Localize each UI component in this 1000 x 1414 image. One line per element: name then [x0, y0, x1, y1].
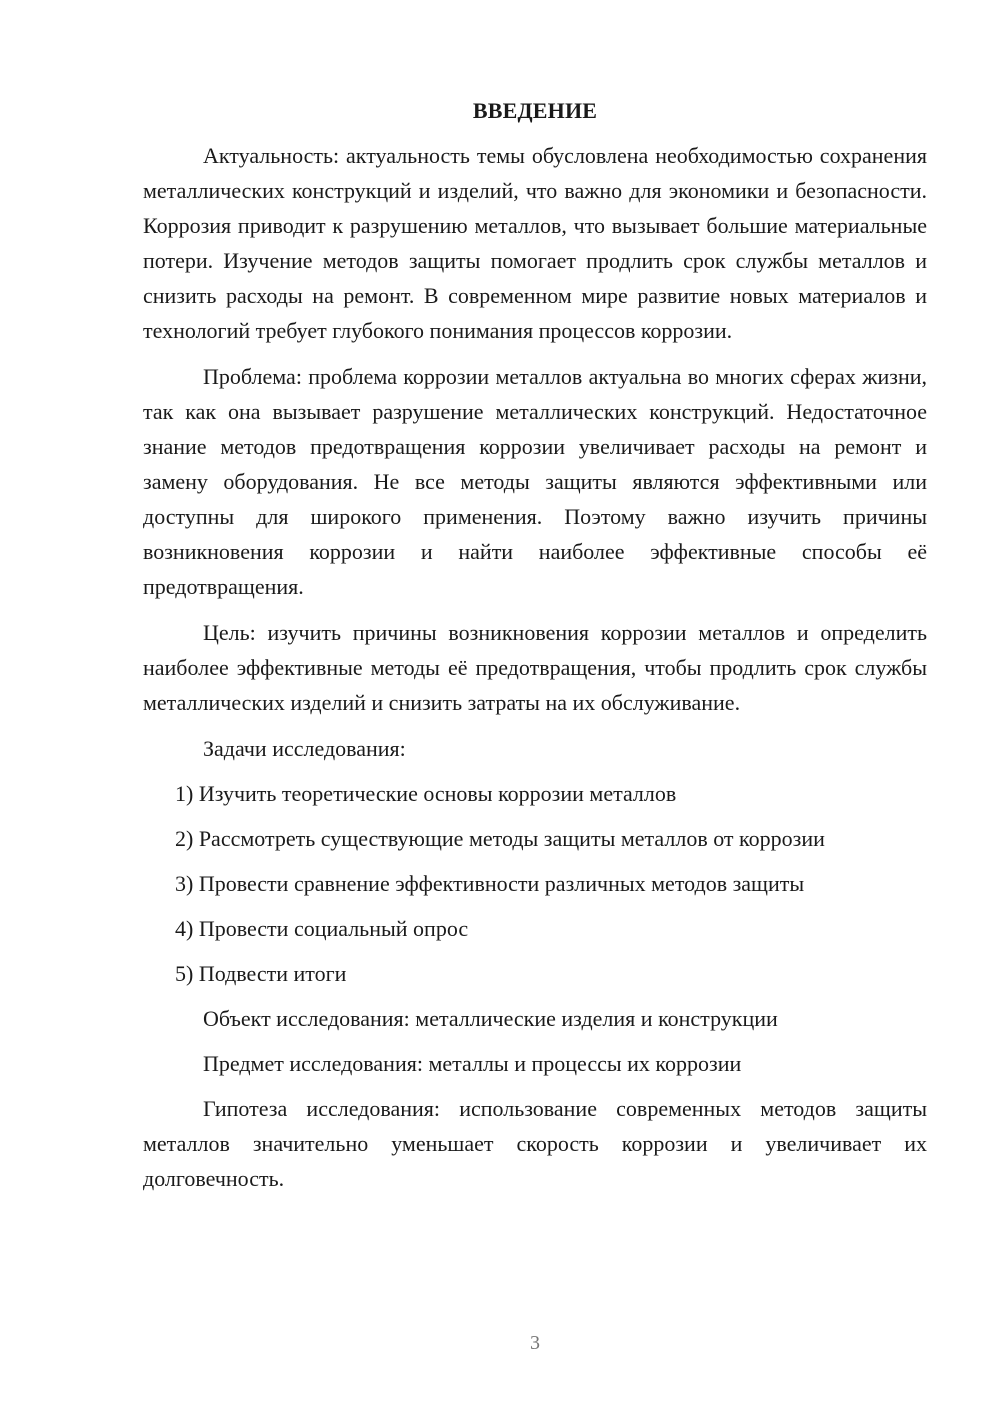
problem-paragraph: Проблема: проблема коррозии металлов актуальна во многих сферах жизни, так как она вызывает разрушение металлических конструкций. Недостаточное знание методов предотвращения коррозии увеличивает расходы на ремонт и замену оборудования. Не все методы защиты являются эффективными или доступны для широкого применения. Поэтому важно изучить причины возникновения коррозии и найти наиболее эффективные способы её предотвращения. — [143, 364, 927, 599]
tasks-label: Задачи исследования: — [203, 736, 406, 761]
task-item: 3) Провести сравнение эффективности различных методов защиты — [175, 871, 805, 896]
task-item: 1) Изучить теоретические основы коррозии металлов — [175, 781, 677, 806]
task-item: 2) Рассмотреть существующие методы защиты металлов от коррозии — [175, 826, 825, 851]
task-item: 4) Провести социальный опрос — [175, 916, 469, 941]
document-page — [143, 96, 927, 1207]
hypothesis-paragraph: Гипотеза исследования: использование современных методов защиты металлов значительно уменьшает скорость коррозии и увеличивает их долговечность. — [143, 1096, 927, 1191]
task-item: 5) Подвести итоги — [175, 961, 347, 986]
goal-paragraph: Цель: изучить причины возникновения коррозии металлов и определить наиболее эффективные методы её предотвращения, чтобы продлить срок службы металлических изделий и снизить затраты на их обслуживание. — [143, 620, 927, 715]
page-number: 3 — [530, 1332, 540, 1354]
tasks-list — [143, 776, 927, 991]
research-object: Объект исследования: металлические изделия и конструкции — [203, 1006, 778, 1031]
relevance-paragraph: Актуальность: актуальность темы обусловлена необходимостью сохранения металлических конструкций и изделий, что важно для экономики и безопасности. Коррозия приводит к разрушению металлов, что вызывает большие материальные потери. Изучение методов защиты помогает продлить срок службы металлов и снизить расходы на ремонт. В современном мире развитие новых материалов и технологий требует глубокого понимания процессов коррозии. — [143, 143, 927, 343]
research-subject: Предмет исследования: металлы и процессы их коррозии — [203, 1051, 742, 1076]
section-heading: ВВЕДЕНИЕ — [472, 98, 598, 123]
